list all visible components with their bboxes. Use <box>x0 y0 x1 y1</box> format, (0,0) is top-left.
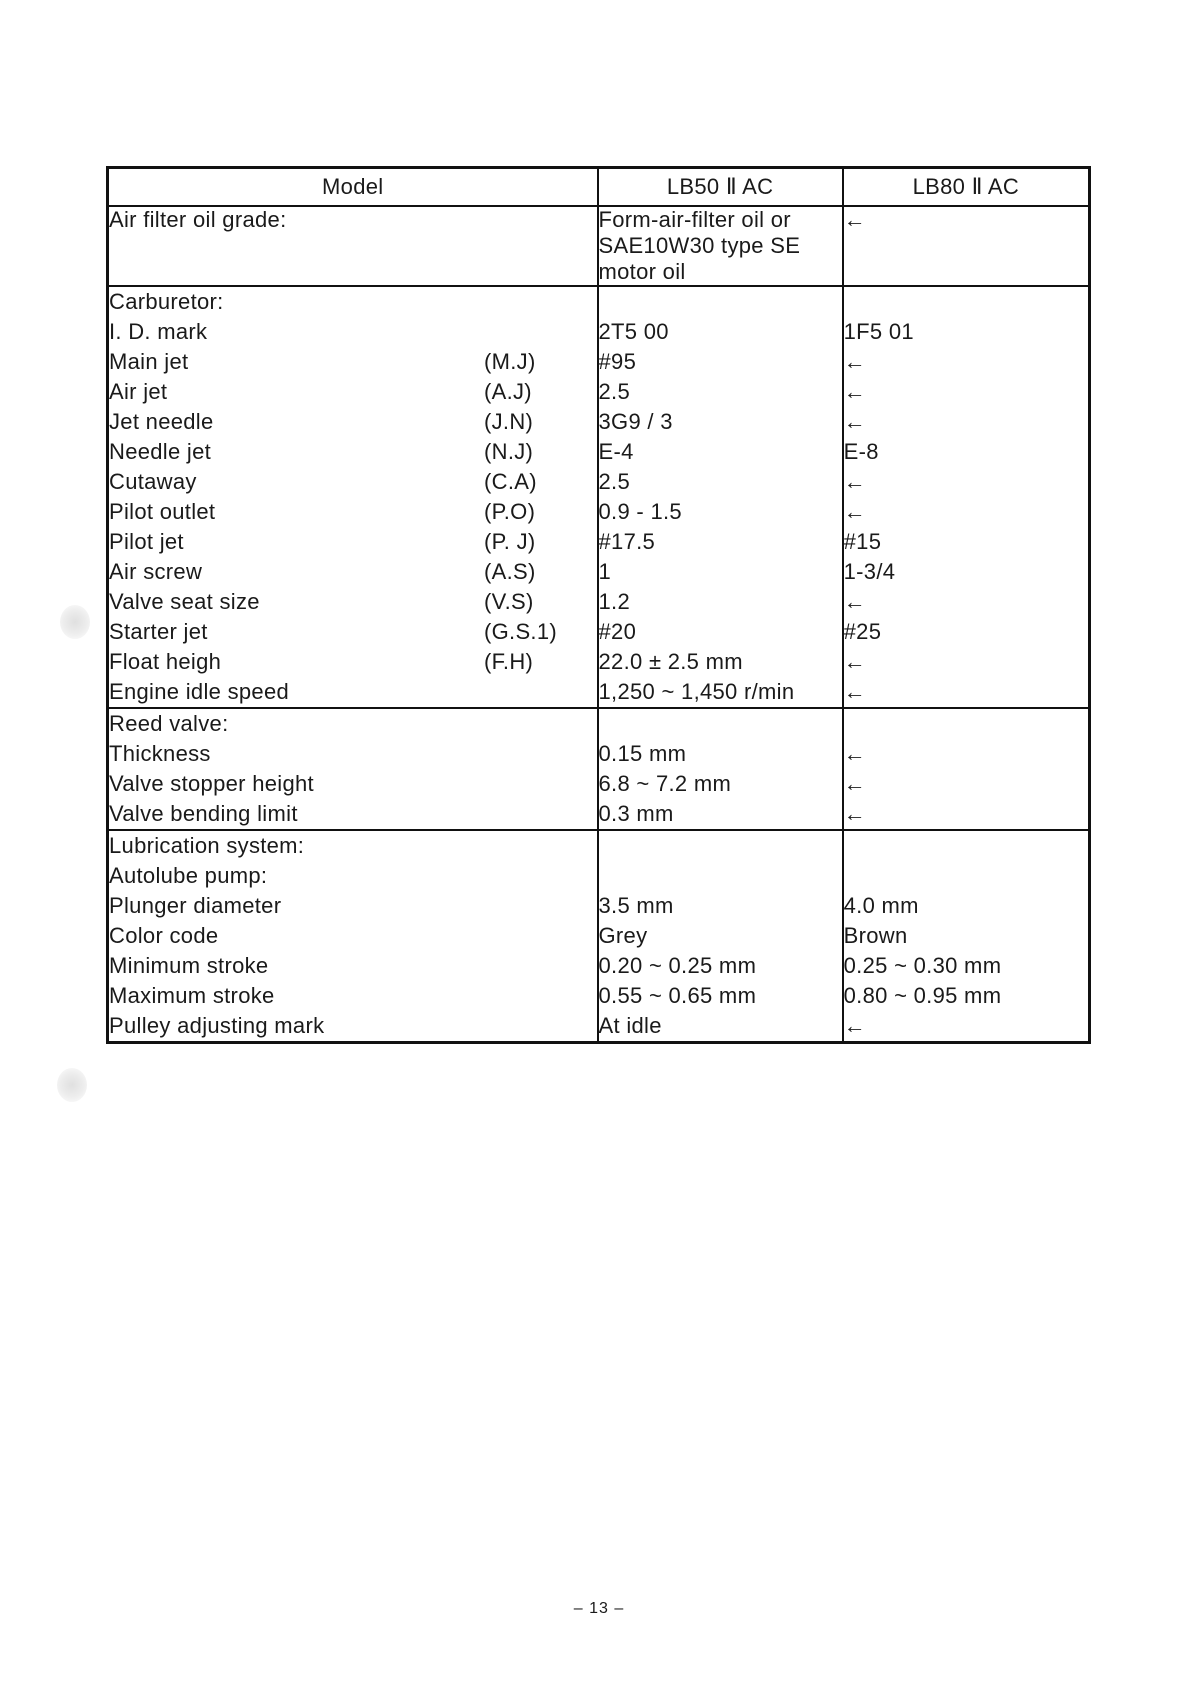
parameter-label: Valve bending limit <box>109 801 298 826</box>
parameter-abbreviation: (A.J) <box>484 379 532 404</box>
lb80-value: 4.0 mm <box>843 893 919 918</box>
parameter-label: Cutaway <box>109 469 197 494</box>
page-number: – 13 – <box>573 1600 625 1617</box>
lb50-value: 0.55 ~ 0.65 mm <box>598 981 843 1011</box>
punch-hole-mark <box>57 1068 87 1102</box>
table-row <box>108 437 1090 467</box>
parameter-cell <box>108 921 598 951</box>
parameter-cell <box>108 437 598 467</box>
table-row <box>108 587 1090 617</box>
parameter-cell <box>108 557 598 587</box>
lb80-value <box>843 286 1090 317</box>
parameter-label: Jet needle <box>109 409 214 434</box>
parameter-label: Air jet <box>109 379 168 404</box>
lb50-value: #17.5 <box>598 527 843 557</box>
lb80-value: ← <box>843 379 866 404</box>
punch-hole-mark <box>60 605 90 639</box>
lb50-value: 22.0 ± 2.5 mm <box>598 647 843 677</box>
table-row <box>108 981 1090 1011</box>
lb50-value: 0.20 ~ 0.25 mm <box>598 951 843 981</box>
lb80-value: 0.25 ~ 0.30 mm <box>843 953 1002 978</box>
table-row <box>108 286 1090 317</box>
lb50-value: At idle <box>598 1011 843 1043</box>
parameter-cell <box>108 708 598 739</box>
parameter-cell <box>108 527 598 557</box>
lb80-header: LB80 Ⅱ AC <box>843 168 1090 207</box>
lb50-value: 2.5 <box>598 377 843 407</box>
lb50-value: #20 <box>598 617 843 647</box>
lb80-value: #25 <box>843 619 882 644</box>
lb50-value: 1 <box>598 557 843 587</box>
parameter-cell <box>108 830 598 861</box>
lb80-value <box>843 830 1090 861</box>
parameter-abbreviation: (J.N) <box>484 409 534 434</box>
lb80-value: ← <box>843 349 866 374</box>
lb80-value: ← <box>843 1013 866 1038</box>
lb50-value: 3G9 / 3 <box>598 407 843 437</box>
parameter-abbreviation: (G.S.1) <box>484 619 557 644</box>
parameter-label: Engine idle speed <box>109 679 290 704</box>
lb80-value: ← <box>843 741 866 766</box>
table-row <box>108 497 1090 527</box>
lb50-value: 2T5 00 <box>598 317 843 347</box>
table-row <box>108 1011 1090 1043</box>
parameter-cell <box>108 1011 598 1043</box>
lb80-value: ← <box>843 801 866 826</box>
lb50-value <box>598 286 843 317</box>
table-row <box>108 830 1090 861</box>
parameter-cell <box>108 677 598 708</box>
lb80-value: ← <box>843 589 866 614</box>
parameter-cell <box>108 617 598 647</box>
parameter-abbreviation: (A.S) <box>484 559 536 584</box>
parameter-label: Carburetor: <box>109 289 224 314</box>
table-row <box>108 739 1090 769</box>
lb50-value: #95 <box>598 347 843 377</box>
lb80-value: #15 <box>843 529 882 554</box>
parameter-cell <box>108 347 598 377</box>
parameter-label: Pulley adjusting mark <box>109 1013 325 1038</box>
parameter-label: Maximum stroke <box>109 983 275 1008</box>
lb50-value: 2.5 <box>598 467 843 497</box>
lb50-value <box>598 830 843 861</box>
parameter-label: Valve stopper height <box>109 771 314 796</box>
parameter-abbreviation: (M.J) <box>484 349 536 374</box>
parameter-abbreviation: (F.H) <box>484 649 534 674</box>
lb50-value: 1.2 <box>598 587 843 617</box>
lb50-value: Grey <box>598 921 843 951</box>
parameter-label: Thickness <box>109 741 211 766</box>
lb50-value: 0.3 mm <box>598 799 843 830</box>
lb80-value: ← <box>843 771 866 796</box>
parameter-cell <box>108 799 598 830</box>
lb80-value: ← <box>843 469 866 494</box>
parameter-label: I. D. mark <box>109 319 208 344</box>
parameter-cell <box>108 467 598 497</box>
lb50-value: 0.9 - 1.5 <box>598 497 843 527</box>
parameter-cell <box>108 407 598 437</box>
lb50-value: Form-air-filter oil or SAE10W30 type SE motor oil <box>598 206 843 286</box>
parameter-label: Air filter oil grade: <box>109 207 287 232</box>
table-row <box>108 377 1090 407</box>
table-row <box>108 799 1090 830</box>
parameter-abbreviation: (V.S) <box>484 589 534 614</box>
parameter-cell <box>108 497 598 527</box>
header-row <box>108 168 1090 207</box>
table-row <box>108 951 1090 981</box>
lb80-value: E-8 <box>843 439 879 464</box>
parameter-cell <box>108 286 598 317</box>
parameter-label: Lubrication system: <box>109 833 305 858</box>
lb50-value: 1,250 ~ 1,450 r/min <box>598 677 843 708</box>
parameter-label: Pilot jet <box>109 529 184 554</box>
parameter-label: Air screw <box>109 559 203 584</box>
parameter-label: Pilot outlet <box>109 499 216 524</box>
lb80-value: ← <box>843 649 866 674</box>
lb80-value: ← <box>843 679 866 704</box>
parameter-label: Needle jet <box>109 439 212 464</box>
table-row <box>108 677 1090 708</box>
table-row <box>108 317 1090 347</box>
lb50-header: LB50 Ⅱ AC <box>598 168 843 207</box>
parameter-cell <box>108 739 598 769</box>
parameter-cell <box>108 861 598 891</box>
table-row <box>108 861 1090 891</box>
table-row <box>108 347 1090 377</box>
table-row <box>108 708 1090 739</box>
lb80-value <box>843 708 1090 739</box>
lb80-value: 0.80 ~ 0.95 mm <box>843 983 1002 1008</box>
parameter-abbreviation: (C.A) <box>484 469 537 494</box>
table-row <box>108 921 1090 951</box>
specification-table <box>106 166 1091 1044</box>
parameter-cell <box>108 981 598 1011</box>
table-row <box>108 891 1090 921</box>
parameter-cell <box>108 647 598 677</box>
table-row <box>108 407 1090 437</box>
lb50-value <box>598 861 843 891</box>
table-row <box>108 769 1090 799</box>
lb80-value: 1F5 01 <box>843 319 914 344</box>
table-row <box>108 557 1090 587</box>
parameter-label: Main jet <box>109 349 189 374</box>
parameter-label: Reed valve: <box>109 711 229 736</box>
table-body <box>108 206 1090 1043</box>
parameter-cell <box>108 317 598 347</box>
lb80-value <box>843 861 1090 891</box>
parameter-abbreviation: (P.O) <box>484 499 536 524</box>
lb80-value: 1-3/4 <box>843 559 896 584</box>
parameter-abbreviation: (N.J) <box>484 439 534 464</box>
lb80-value: ← <box>843 206 1090 286</box>
parameter-label: Valve seat size <box>109 589 260 614</box>
parameter-label: Autolube pump: <box>109 863 268 888</box>
table-row <box>108 206 1090 286</box>
lb80-value: ← <box>843 499 866 524</box>
lb50-value: 0.15 mm <box>598 739 843 769</box>
lb50-value: E-4 <box>598 437 843 467</box>
parameter-cell <box>108 587 598 617</box>
parameter-cell <box>108 951 598 981</box>
table-row <box>108 647 1090 677</box>
lb50-value <box>598 708 843 739</box>
lb80-value: Brown <box>843 923 908 948</box>
lb50-value: 3.5 mm <box>598 891 843 921</box>
table-row <box>108 617 1090 647</box>
parameter-abbreviation: (P. J) <box>484 529 536 554</box>
parameter-label: Starter jet <box>109 619 208 644</box>
parameter-label: Float heigh <box>109 649 222 674</box>
parameter-cell <box>108 377 598 407</box>
parameter-label: Minimum stroke <box>109 953 269 978</box>
parameter-cell <box>108 769 598 799</box>
parameter-label: Color code <box>109 923 219 948</box>
parameter-cell <box>108 891 598 921</box>
parameter-label: Plunger diameter <box>109 893 282 918</box>
lb80-value: ← <box>843 409 866 434</box>
table-row <box>108 527 1090 557</box>
model-header: Model <box>108 168 598 207</box>
parameter-cell <box>108 206 598 286</box>
lb50-value: 6.8 ~ 7.2 mm <box>598 769 843 799</box>
table-row <box>108 467 1090 497</box>
